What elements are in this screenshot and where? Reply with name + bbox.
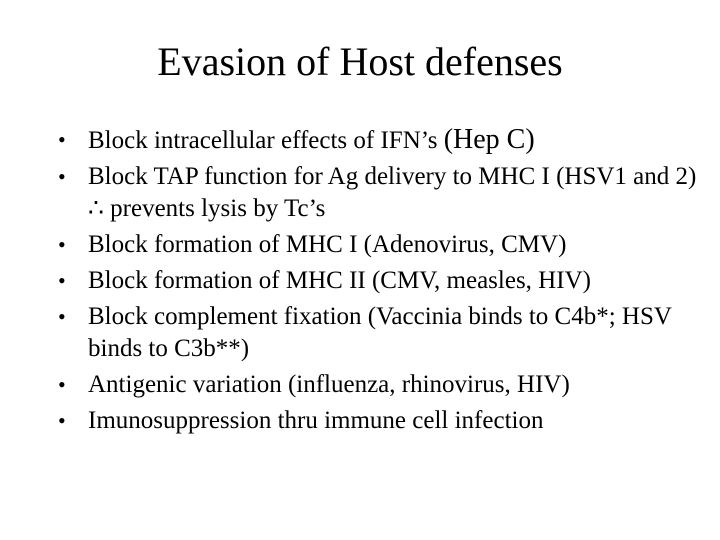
bullet-list: [58, 124, 698, 441]
bullet-text: Block TAP function for Ag delivery to MHC I (HSV1 and 2) ∴ prevents lysis by Tc’s: [88, 163, 697, 222]
bullet-text: Block formation of MHC II (CMV, measles, HIV): [88, 267, 591, 294]
bullet-dot: •: [58, 408, 66, 433]
bullet-item: [58, 161, 698, 225]
bullet-item: [58, 124, 698, 157]
bullet-dot: •: [58, 372, 66, 397]
bullet-dot: •: [58, 164, 66, 189]
bullet-dot: •: [58, 127, 66, 152]
bullet-item: [58, 229, 698, 261]
bullet-emphasis: (Hep C): [443, 124, 535, 155]
bullet-item: [58, 265, 698, 297]
bullet-dot: •: [58, 268, 66, 293]
bullet-item: [58, 301, 698, 365]
bullet-text: Imunosuppression thru immune cell infection: [88, 407, 544, 434]
bullet-item: [58, 405, 698, 437]
bullet-text: Block formation of MHC I (Adenovirus, CMV): [88, 231, 567, 258]
bullet-dot: •: [58, 304, 66, 329]
bullet-text: Block intracellular effects of IFN’s: [88, 127, 444, 154]
bullet-dot: •: [58, 232, 66, 257]
bullet-text: Block complement fixation (Vaccinia binds to C4b*; HSV binds to C3b**): [88, 303, 672, 362]
bullet-item: [58, 369, 698, 401]
bullet-text: Antigenic variation (influenza, rhinovirus, HIV): [88, 371, 570, 398]
slide-title: Evasion of Host defenses: [157, 39, 563, 84]
